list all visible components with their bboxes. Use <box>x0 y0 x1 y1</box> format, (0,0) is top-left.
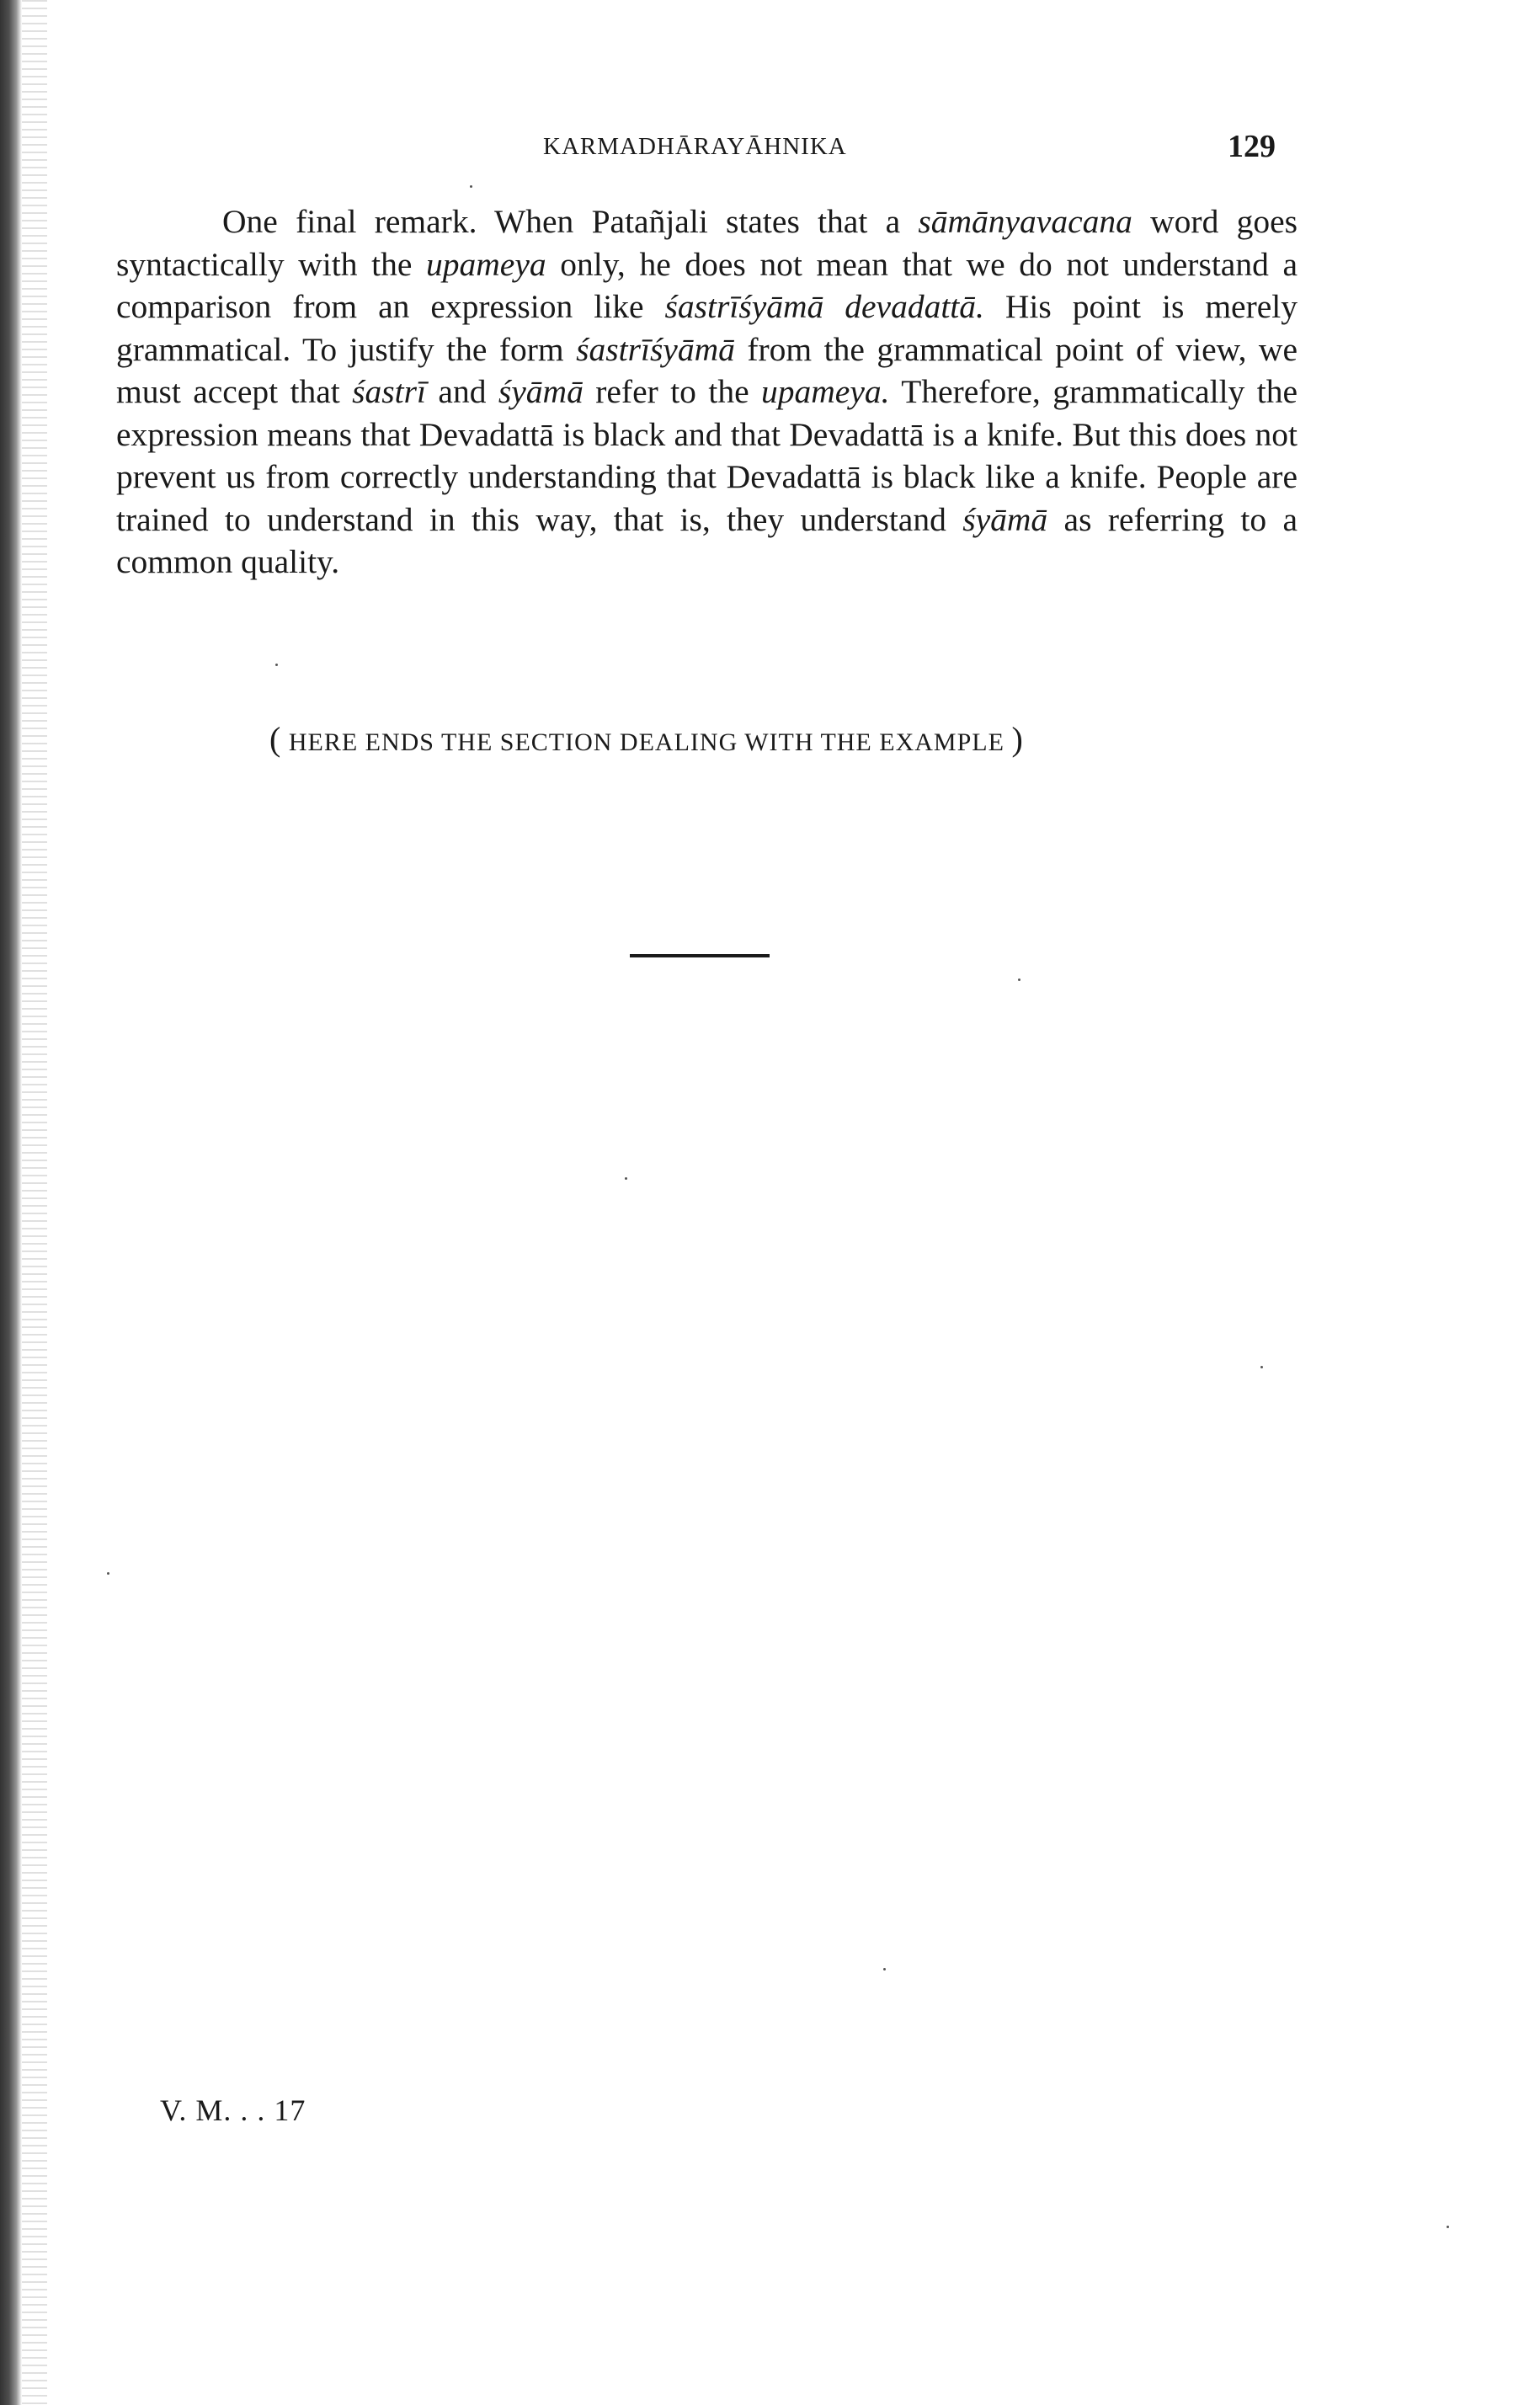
scan-speck <box>625 1177 627 1180</box>
scan-speck <box>1260 1366 1263 1368</box>
text-run: One final remark. When Patañjali states that a <box>222 203 919 240</box>
text-run: refer to the <box>583 373 762 410</box>
scan-binding-edge <box>0 0 22 2405</box>
section-divider-rule <box>630 954 770 957</box>
italic-term: śyāmā <box>498 373 583 410</box>
italic-term: upameya <box>426 245 546 283</box>
section-end-note <box>269 719 1154 759</box>
scan-speck <box>1447 2226 1449 2228</box>
italic-term: śastrī <box>352 373 426 410</box>
scan-speck <box>1018 979 1020 981</box>
italic-term: śastrīśyāmā <box>576 330 735 368</box>
text-run: and <box>426 373 498 410</box>
open-paren: ( <box>269 720 282 758</box>
running-title: KARMADHĀRAYĀHNIKA <box>543 133 847 160</box>
page-number: 129 <box>1228 129 1276 164</box>
scan-speck <box>107 1572 109 1575</box>
text-run: word goes syntactically with the <box>116 203 1298 283</box>
scan-speck <box>275 664 278 666</box>
italic-term: sāmānyavacana <box>918 203 1132 240</box>
running-head <box>118 129 1297 170</box>
section-end-text: HERE ENDS THE SECTION DEALING WITH THE EXAMPLE <box>288 728 1004 756</box>
scan-speck <box>470 185 472 188</box>
body-paragraph <box>116 200 1298 584</box>
scan-binding-shadow <box>22 0 47 2405</box>
italic-term: śastrīśyāmā devadattā. <box>664 288 984 325</box>
signature-mark: V. M. . . 17 <box>160 2093 306 2127</box>
close-paren: ) <box>1011 720 1024 758</box>
text-run: Therefore, grammatically the expression means that Devadattā is black and that Devadattā is a knife. But this does not prevent us from correctly understanding that Devadattā is black like a knife. People are trained to understand in this way, that is, they understand <box>116 373 1298 538</box>
text-run: His point is merely grammatical. To justify the form <box>116 288 1298 368</box>
text-run: from the grammatical point of view, we must accept that <box>116 330 1298 410</box>
italic-term: upameya. <box>761 373 890 410</box>
text-run: as referring to a common quality. <box>116 500 1298 580</box>
scan-speck <box>883 1968 886 1970</box>
text-run: only, he does not mean that we do not understand a comparison from an expression like <box>116 245 1298 325</box>
italic-term: śyāmā <box>962 500 1048 538</box>
